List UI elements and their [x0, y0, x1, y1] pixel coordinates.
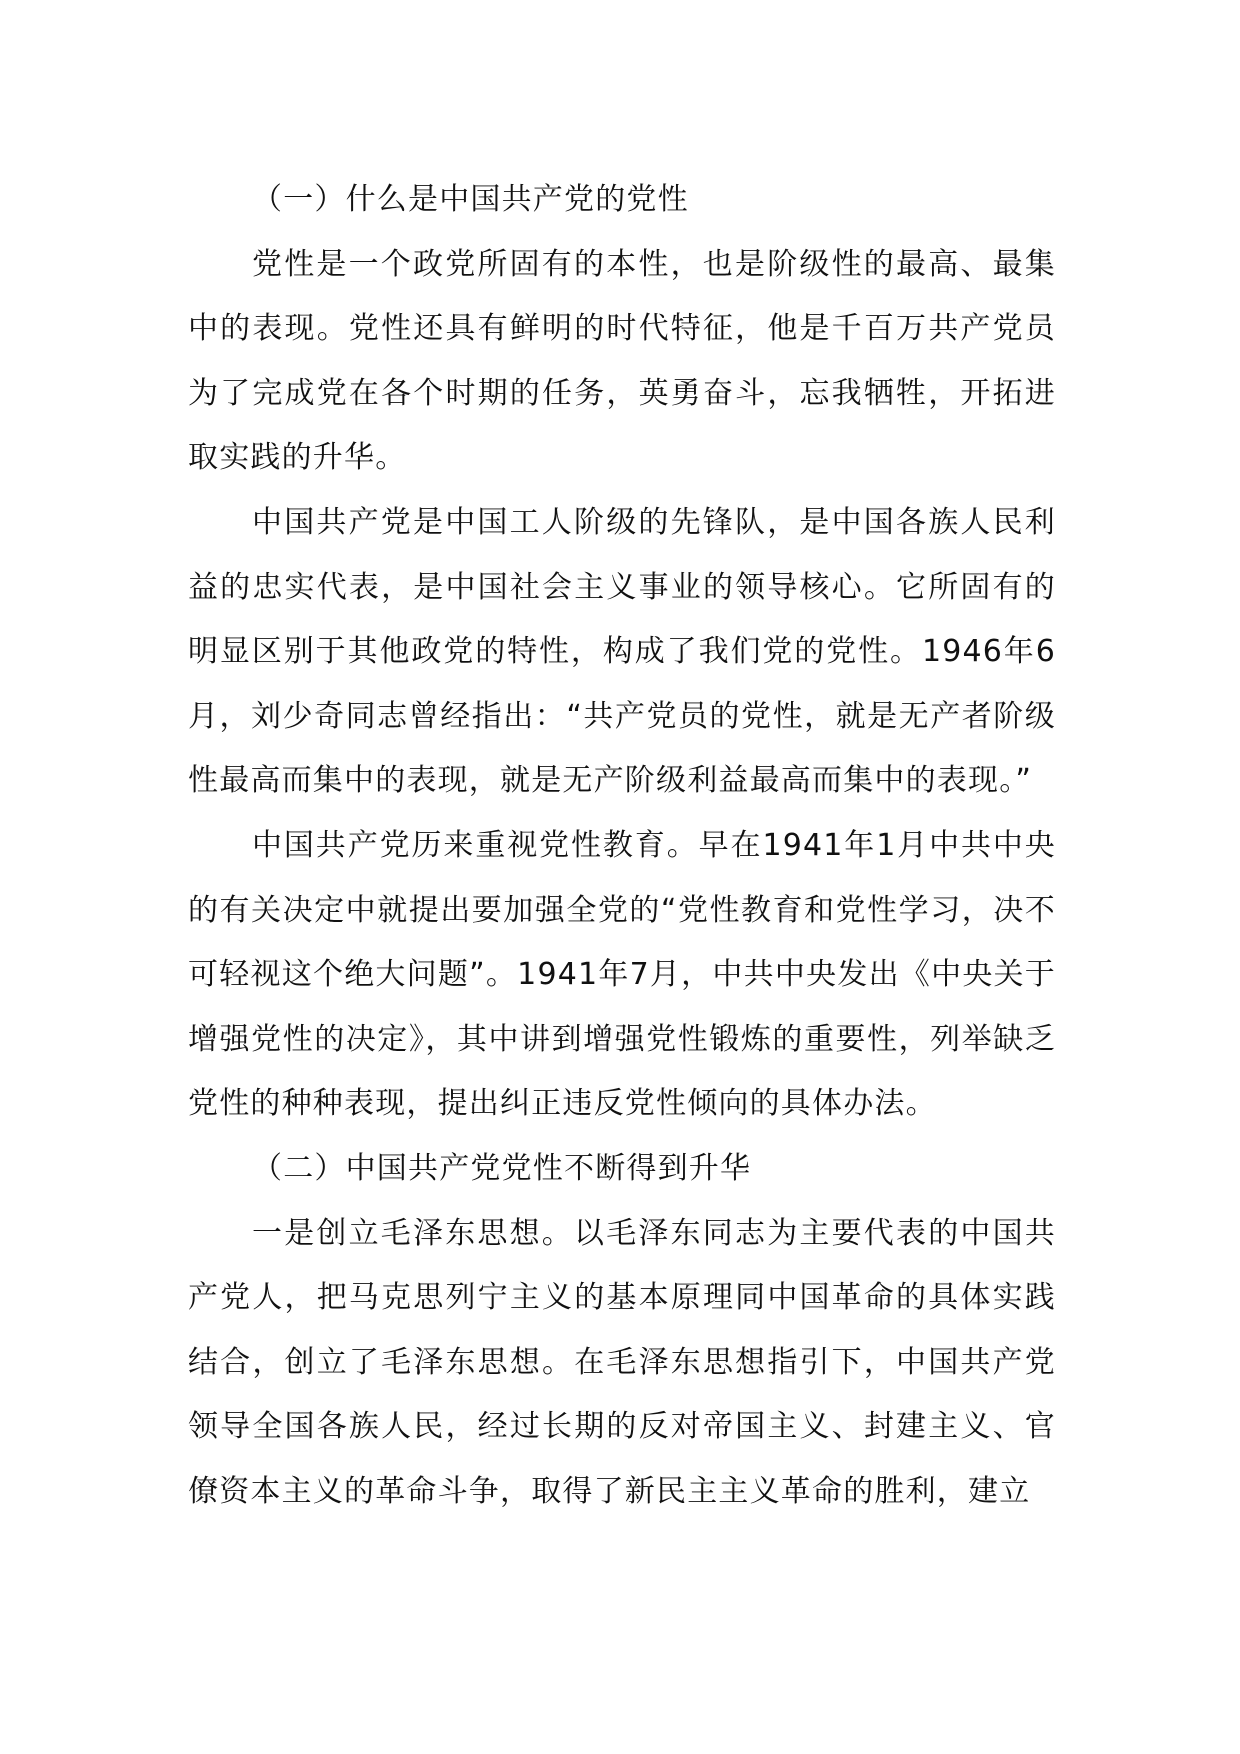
paragraph-1: 党性是一个政党所固有的本性，也是阶级性的最高、最集中的表现。党性还具有鲜明的时代特征，他是千百万共产党员为了完成党在各个时期的任务，英勇奋斗，忘我牺牲，开拓进取实践的升华。	[188, 246, 1056, 476]
paragraph-4: 一是创立毛泽东思想。以毛泽东同志为主要代表的中国共产党人，把马克思列宁主义的基本原理同中国革命的具体实践结合，创立了毛泽东思想。在毛泽东思想指引下，中国共产党领导全国各族人民，经过长期的反对帝国主义、封建主义、官僚资本主义的革命斗争，取得了新民主主义革命的胜利，建立	[188, 1215, 1056, 1509]
paragraph-2: 中国共产党是中国工人阶级的先锋队，是中国各族人民利益的忠实代表，是中国社会主义事业的领导核心。它所固有的明显区别于其他政党的特性，构成了我们党的党性。1946年6月，刘少奇同志曾经指出：“共产党员的党性，就是无产者阶级性最高而集中的表现，就是无产阶级利益最高而集中的表现。”	[188, 504, 1056, 799]
paragraph-3: 中国共产党历来重视党性教育。早在1941年1月中共中央的有关决定中就提出要加强全党的“党性教育和党性学习，决不可轻视这个绝大问题”。1941年7月，中共中央发出《中央关于增强党性的决定》，其中讲到增强党性锻炼的重要性，列举缺乏党性的种种表现，提出纠正违反党性倾向的具体办法。	[188, 827, 1056, 1122]
section-heading-2: （二）中国共产党党性不断得到升华	[252, 1150, 752, 1186]
document-body	[188, 168, 1056, 1524]
section-heading-1: （一）什么是中国共产党的党性	[252, 182, 689, 217]
